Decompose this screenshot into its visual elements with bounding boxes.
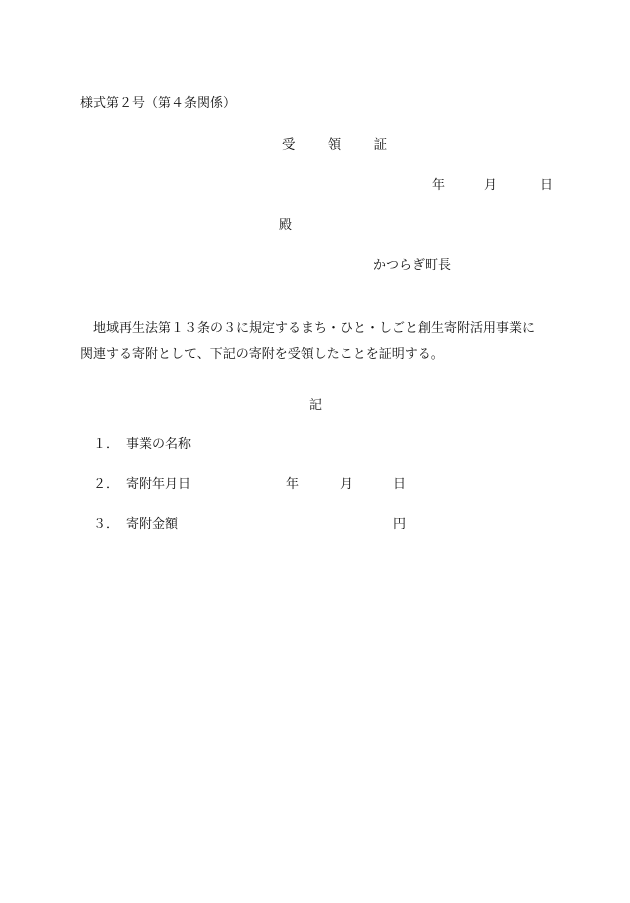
item-2-month: 月 [340, 477, 354, 492]
issuer-name: かつらぎ町長 [373, 258, 452, 273]
issue-date-month: 月 [484, 178, 498, 193]
ki-heading: 記 [309, 398, 323, 413]
item-3-label: 寄附金額 [126, 517, 179, 532]
issue-date-day: 日 [540, 178, 554, 193]
item-2-number: ２． [93, 477, 120, 492]
certification-line-1: 地域再生法第１３条の３に規定するまち・ひと・しごと創生寄附活用事業に [80, 321, 536, 336]
document-title: 受 領 証 [282, 137, 402, 153]
item-2-label: 寄附年月日 [126, 477, 192, 492]
item-3-number: ３． [93, 517, 120, 532]
certification-line-2: 関連する寄附として、下記の寄附を受領したことを証明する。 [80, 347, 444, 362]
item-1-number: １． [93, 437, 120, 452]
item-2-year: 年 [286, 477, 300, 492]
issue-date-year: 年 [432, 178, 446, 193]
item-2-day: 日 [393, 477, 407, 492]
certification-text [80, 316, 560, 368]
item-1-label: 事業の名称 [126, 437, 192, 452]
form-number: 様式第２号（第４条関係） [80, 96, 237, 111]
addressee-honorific: 殿 [279, 218, 293, 233]
item-3-unit: 円 [393, 517, 407, 532]
